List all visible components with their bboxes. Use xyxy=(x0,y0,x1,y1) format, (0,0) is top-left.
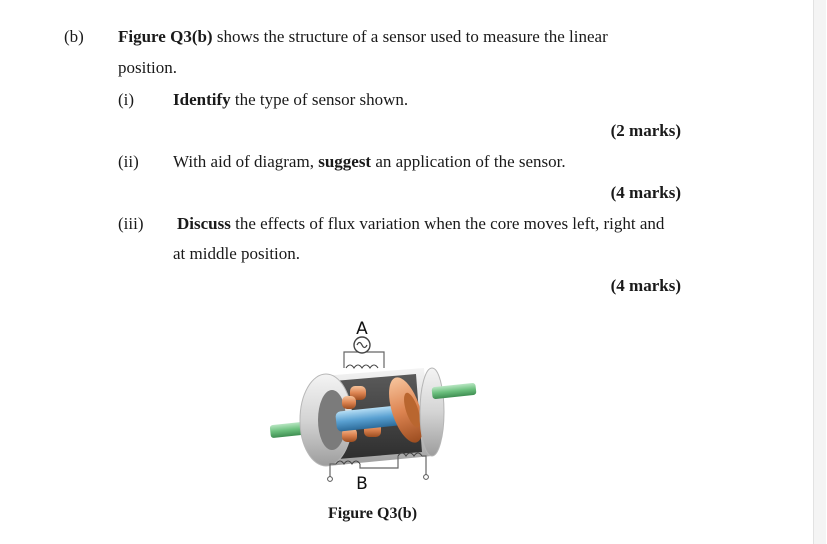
item-iii-text xyxy=(177,214,664,234)
label-b: B xyxy=(356,474,368,494)
item-i-keyword: Identify xyxy=(173,90,231,109)
item-ii-keyword: suggest xyxy=(318,152,372,171)
item-i-marks: (2 marks) xyxy=(610,121,681,140)
primary-circuit xyxy=(344,352,384,368)
item-ii-pre: With aid of diagram, xyxy=(173,152,314,171)
item-ii-number: (ii) xyxy=(118,152,139,171)
item-ii-text xyxy=(173,152,566,172)
item-i-text xyxy=(173,90,408,110)
intro-text: shows the structure of a sensor used to measure the linear xyxy=(216,27,608,46)
item-ii-marks: (4 marks) xyxy=(610,183,681,202)
item-iii-marks: (4 marks) xyxy=(610,276,681,295)
terminal-right-icon xyxy=(424,475,429,480)
item-iii-rest: the effects of flux variation when the core moves left, right and xyxy=(235,214,665,233)
intro-line-1 xyxy=(118,27,608,47)
item-iii-keyword: Discuss xyxy=(177,214,231,233)
intro-line-2: position. xyxy=(118,58,178,77)
figure-caption: Figure Q3(b) xyxy=(328,505,418,522)
item-i-number: (i) xyxy=(118,90,135,109)
item-iii-number: (iii) xyxy=(118,214,144,233)
item-iii-line-2: at middle position. xyxy=(173,244,301,263)
sensor-figure xyxy=(266,316,480,496)
item-ii-rest: an application of the sensor. xyxy=(375,152,566,171)
viewer-edge xyxy=(813,0,826,544)
label-a: A xyxy=(356,319,368,339)
part-label: (b) xyxy=(64,27,84,46)
figure-reference: Figure Q3(b) xyxy=(118,27,213,46)
item-i-rest: the type of sensor shown. xyxy=(234,90,409,109)
terminal-left-icon xyxy=(328,477,333,482)
end-cap-right xyxy=(420,368,444,456)
